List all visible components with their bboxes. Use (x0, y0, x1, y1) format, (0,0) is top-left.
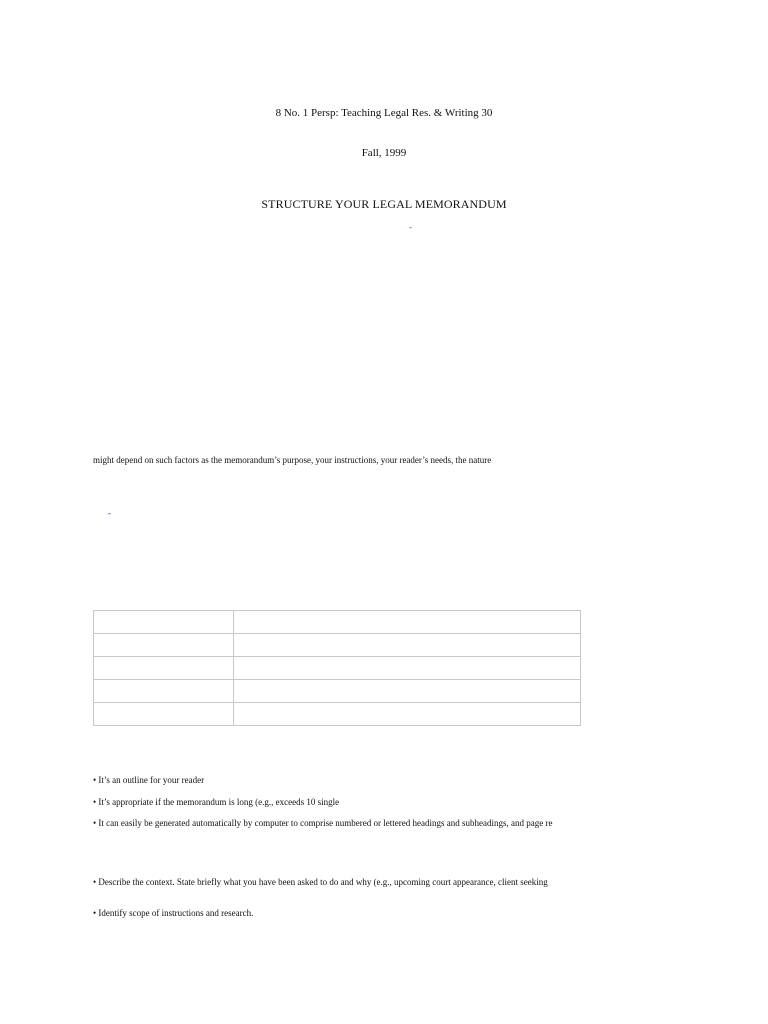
publication-date: Fall, 1999 (361, 147, 407, 159)
footnote-link-1[interactable]: - (409, 222, 412, 232)
footnote-link-2[interactable]: - (108, 508, 111, 518)
intro-bullet-1: • Describe the context. State briefly what you have been asked to do and why (e.g., upcoming court appearance, client seeking (93, 877, 548, 887)
intro-bullet-2: • Identify scope of instructions and research. (93, 908, 254, 918)
table-cell (234, 703, 581, 726)
table-cell (234, 611, 581, 634)
toc-bullet-1: • It’s an outline for your reader (93, 775, 205, 785)
citation-line: 8 No. 1 Persp: Teaching Legal Res. & Writing 30 (275, 107, 493, 119)
toc-bullet-2: • It’s appropriate if the memorandum is long (e.g., exceeds 10 single (93, 797, 340, 807)
table-row (94, 634, 581, 657)
table-cell (94, 611, 234, 634)
table-cell (94, 680, 234, 703)
toc-bullet-3: • It can easily be generated automatically by computer to comprise numbered or lettered headings and subheadings, and page re (93, 818, 553, 828)
table-cell (94, 634, 234, 657)
memo-structure-table (93, 610, 581, 726)
table-cell (234, 634, 581, 657)
table-cell (234, 680, 581, 703)
table-cell (94, 657, 234, 680)
table-cell (234, 657, 581, 680)
table-cell (94, 703, 234, 726)
body-paragraph-fragment: might depend on such factors as the memorandum’s purpose, your instructions, your reader’s needs, the nature (93, 455, 492, 465)
document-title: STRUCTURE YOUR LEGAL MEMORANDUM (261, 197, 507, 211)
table-row (94, 703, 581, 726)
table-row (94, 680, 581, 703)
table-row (94, 611, 581, 634)
table-row (94, 657, 581, 680)
